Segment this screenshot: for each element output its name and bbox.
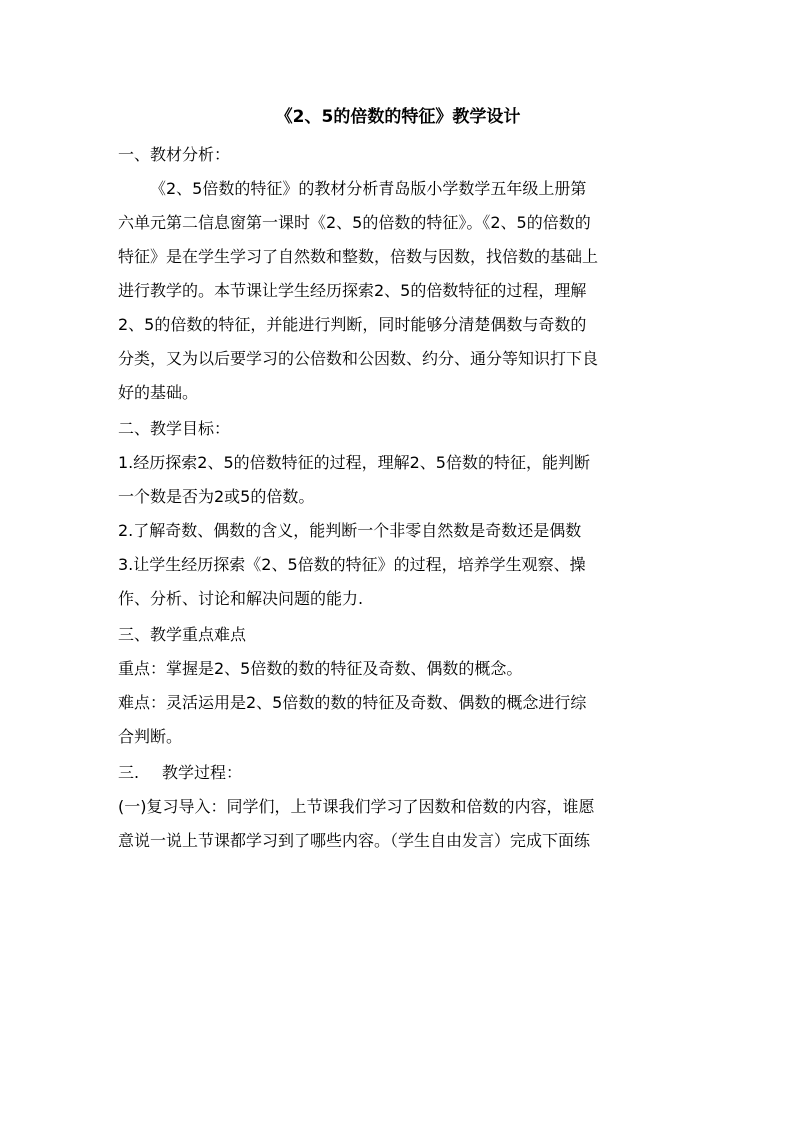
analysis-line: 六单元第二信息窗第一课时《2、5的倍数的特征》。《2、5的倍数的: [118, 213, 591, 232]
analysis-line: 分类，又为以后要学习的公倍数和公因数、约分、通分等知识打下良: [118, 349, 599, 368]
goal-line: 一个数是否为2或5的倍数。: [118, 487, 315, 506]
document-title: 《2、5的倍数的特征》教学设计: [275, 107, 521, 127]
analysis-line: 《2、5倍数的特征》的教材分析青岛版小学数学五年级上册第: [150, 179, 587, 198]
analysis-line: 进行教学的。本节课让学生经历探索2、5的倍数特征的过程，理解: [118, 281, 587, 300]
section-heading-analysis: 一、教材分析：: [118, 145, 231, 164]
document-page: [118, 100, 678, 858]
section-heading-process: [118, 756, 678, 790]
process-line: (一)复习导入：同学们，上节课我们学习了因数和倍数的内容，谁愿: [118, 797, 595, 816]
analysis-line: 2、5的倍数的特征，并能进行判断，同时能够分清楚偶数与奇数的: [118, 315, 587, 334]
keypoint-line: 重点：掌握是2、5倍数的数的特征及奇数、偶数的概念。: [118, 659, 523, 678]
process-line: 意说一说上节课都学习到了哪些内容。（学生自由发言）完成下面练: [118, 831, 591, 850]
section-heading-process-text: 教学过程：: [162, 763, 243, 782]
section-heading-goals: 二、教学目标：: [118, 419, 231, 438]
goal-line: 3.让学生经历探索《2、5倍数的特征》的过程，培养学生观察、操: [118, 555, 586, 574]
analysis-line: 好的基础。: [118, 383, 199, 402]
analysis-line: 特征》是在学生学习了自然数和整数，倍数与因数，找倍数的基础上: [118, 247, 599, 266]
keypoint-line: 合判断。: [118, 727, 183, 746]
goal-line: 2.了解奇数、偶数的含义，能判断一个非零自然数是奇数还是偶数: [118, 521, 582, 540]
keypoint-line: 难点：灵活运用是2、5倍数的数的特征及奇数、偶数的概念进行综: [118, 693, 587, 712]
goal-line: 1.经历探索2、5的倍数特征的过程，理解2、5倍数的特征，能判断: [118, 453, 590, 472]
section-heading-process-number: 三.: [118, 763, 140, 782]
section-heading-keypoints: 三、教学重点难点: [118, 625, 247, 644]
goal-line: 作、分析、讨论和解决问题的能力.: [118, 589, 364, 608]
